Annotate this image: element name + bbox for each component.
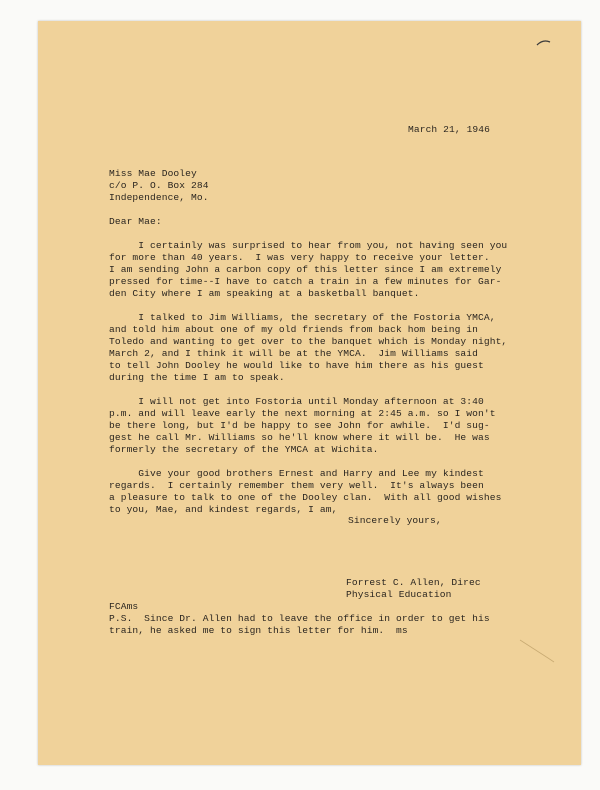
body-line: Give your good brothers Ernest and Harry and Lee my kindest (109, 468, 484, 479)
body-line: I will not get into Fostoria until Monday afternoon at 3:40 (109, 396, 484, 407)
recipient-line: Miss Mae Dooley (109, 168, 197, 179)
body-line: I certainly was surprised to hear from you, not having seen you (109, 240, 508, 251)
body-line: to you, Mae, and kindest regards, I am, (109, 504, 338, 515)
postscript-line: train, he asked me to sign this letter for him. ms (109, 625, 408, 636)
body-line: a pleasure to talk to one of the Dooley clan. With all good wishes (109, 492, 502, 503)
pencil-tick-mark (534, 37, 554, 49)
body-line: gest he call Mr. Williams so he'll know where it will be. He was (109, 432, 490, 443)
body-line: to tell John Dooley he would like to have him there as his guest (109, 360, 484, 371)
typist-initials: FCAms (109, 601, 139, 612)
postscript-line: P.S. Since Dr. Allen had to leave the office in order to get his (109, 613, 490, 624)
letter-date: March 21, 1946 (408, 124, 491, 135)
recipient-line: Independence, Mo. (109, 192, 209, 203)
signature-line: Physical Education (346, 589, 452, 600)
body-line: and told him about one of my old friends from back hom being in (109, 324, 479, 335)
body-line: Toledo and wanting to get over to the banquet which is Monday night, (109, 336, 508, 347)
body-line: I talked to Jim Williams, the secretary of the Fostoria YMCA, (109, 312, 496, 323)
signature-line: Forrest C. Allen, Direc (346, 577, 481, 588)
letter-page (38, 21, 581, 765)
closing: Sincerely yours, (348, 515, 442, 526)
body-line: be there long, but I'd be happy to see John for awhile. I'd sug- (109, 420, 490, 431)
body-line: den City where I am speaking at a basketball banquet. (109, 288, 420, 299)
salutation: Dear Mae: (109, 216, 162, 227)
body-line: during the time I am to speak. (109, 372, 285, 383)
paper-crease-mark (518, 636, 558, 666)
body-line: for more than 40 years. I was very happy to receive your letter. (109, 252, 490, 263)
body-line: March 2, and I think it will be at the YMCA. Jim Williams said (109, 348, 479, 359)
body-line: regards. I certainly remember them very well. It's always been (109, 480, 484, 491)
body-line: I am sending John a carbon copy of this letter since I am extremely (109, 264, 502, 275)
body-line: p.m. and will leave early the next morning at 2:45 a.m. so I won't (109, 408, 496, 419)
body-line: pressed for time--I have to catch a train in a few minutes for Gar- (109, 276, 502, 287)
recipient-line: c/o P. O. Box 284 (109, 180, 209, 191)
body-line: formerly the secretary of the YMCA at Wichita. (109, 444, 379, 455)
